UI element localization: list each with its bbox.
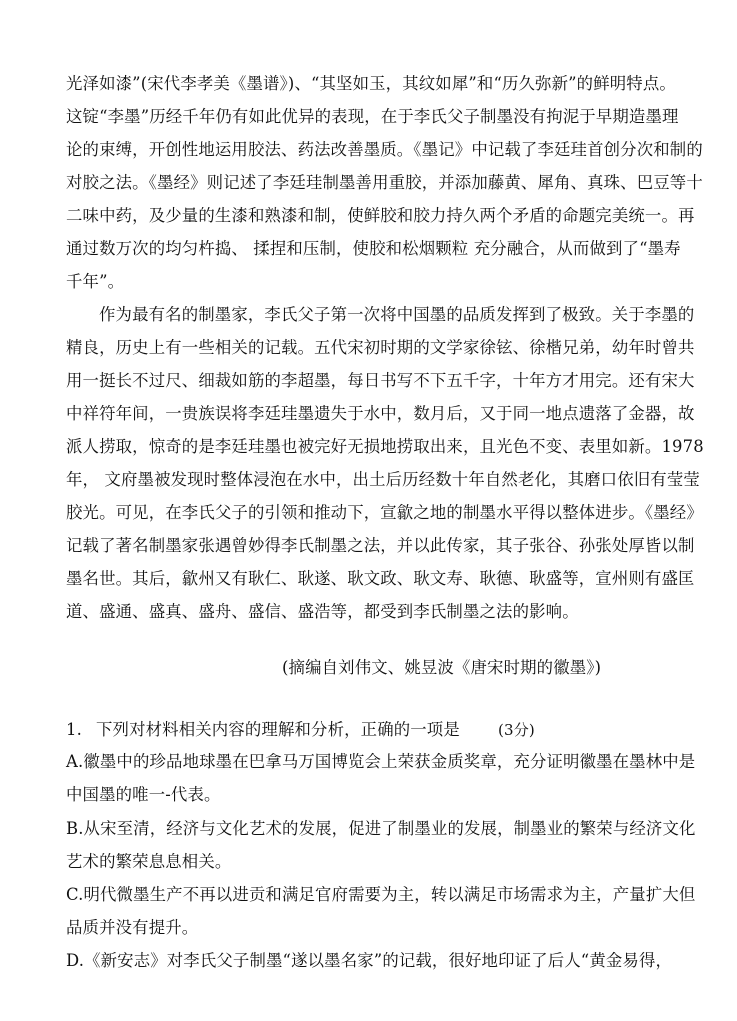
para2-line-7: 胶光。可见，在李氏父子的引领和推动下，宣歙之地的制墨水平得以整体进步。《墨经》	[66, 503, 703, 522]
option-c-line-1: C.明代微墨生产不再以进贡和满足官府需要为主，转以满足市场需求为主，产量扩大但	[66, 885, 696, 904]
para2-line-9: 墨名世。其后，歙州又有耿仁、耿遂、耿文政、耿文寿、耿德、耿盛等，宣州则有盛匡	[66, 569, 695, 588]
para2-line-8: 记载了著名制墨家张遇曾妙得李氏制墨之法，并以此传家，其子张谷、孙张处厚皆以制	[66, 536, 695, 555]
para2-line-5: 派人捞取，惊奇的是李廷珪墨也被完好无损地捞取出来，且光色不变、表里如新。1978	[66, 437, 704, 456]
para1-line-3: 论的束缚，开创性地运用胶法、药法改善墨质。《墨记》中记载了李廷珪首创分次和制的	[66, 140, 703, 159]
option-a-line-1: A.徽墨中的珍品地球墨在巴拿马万国博览会上荣获金质奖章，充分证明徽墨在墨林中是	[66, 752, 696, 771]
para2-line-6: 年， 文府墨被发现时整体浸泡在水中，出土后历经数十年自然老化，其磨口依旧有莹莹	[66, 470, 700, 489]
para2-line-3: 用一挺长不过尺、细裁如筋的李超墨，每日书写不下五千字，十年方才用完。还有宋大	[66, 371, 695, 390]
option-a-line-2: 中国墨的唯一-代表。	[66, 785, 221, 804]
question-number: 1.	[66, 720, 82, 739]
para1-line-6: 通过数万次的均匀杵捣、 揉捏和压制，使胶和松烟颗粒 充分融合，从而做到了“墨寿	[66, 239, 681, 258]
question-stem: 下列对材料相关内容的理解和分析，正确的一项是	[96, 720, 460, 739]
para2-line-10: 道、盛通、盛真、盛舟、盛信、盛浩等，都受到李氏制墨之法的影响。	[66, 602, 579, 621]
para2-line-4: 中祥符年间，一贵族误将李廷珪墨遗失于水中，数月后，又于同一地点遗落了金器，故	[66, 404, 695, 423]
para2-line-2: 精良，历史上有一些相关的记载。五代宋初时期的文学家徐铉、徐楷兄弟，幼年时曾共	[66, 338, 695, 357]
para1-line-1: 光泽如漆”(宋代李孝美《墨谱》)、“其坚如玉，其纹如犀”和“历久弥新”的鲜明特点。	[66, 74, 676, 93]
option-b-line-1: B.从宋至清，经济与文化艺术的发展，促进了制墨业的发展，制墨业的繁荣与经济文化	[66, 819, 696, 838]
option-d-line-1: D.《新安志》对李氏父子制墨“遂以墨名家”的记载，很好地印证了后人“黄金易得，	[66, 951, 673, 970]
option-b-line-2: 艺术的繁荣息息相关。	[66, 852, 232, 871]
para1-line-7: 千年”。	[66, 272, 125, 291]
para1-line-4: 对胶之法。《墨经》则记述了李廷珪制墨善用重胶，并添加藤黄、犀角、真珠、巴豆等十	[66, 173, 703, 192]
question-score: (3分)	[498, 721, 535, 739]
para1-line-2: 这锭“李墨”历经千年仍有如此优异的表现，在于李氏父子制墨没有拘泥于早期造墨理	[66, 107, 679, 126]
source-attribution: (摘编自刘伟文、姚昱波《唐宋时期的徽墨》)	[282, 658, 602, 677]
option-c-line-2: 品质并没有提升。	[66, 918, 199, 937]
para1-line-5: 二味中药，及少量的生漆和熟漆和制，使鲜胶和胶力持久两个矛盾的命题完美统一。再	[66, 206, 695, 225]
para2-line-1: 作为最有名的制墨家，李氏父子第一次将中国墨的品质发挥到了极致。关于李墨的	[99, 305, 695, 324]
